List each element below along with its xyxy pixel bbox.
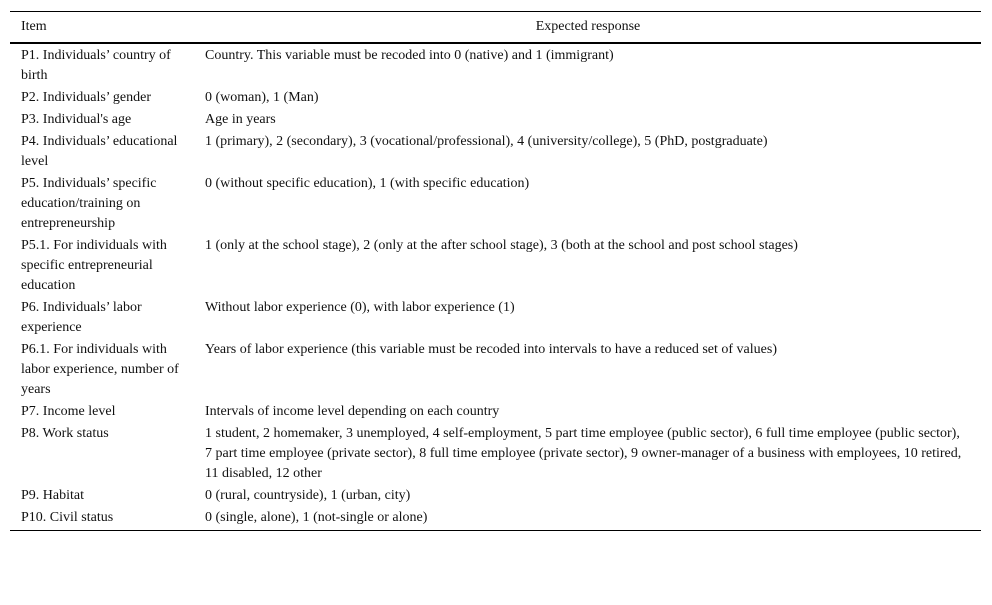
item-cell: P10. Civil status [10, 507, 195, 531]
table-row [10, 485, 981, 507]
table-row [10, 401, 981, 423]
item-cell: P3. Individual's age [21, 112, 132, 127]
response-cell: 1 student, 2 homemaker, 3 unemployed, 4 self-employment, 5 part time employee (public sector), 6 full time employee (public sector), 7 part time employee (private sector), 8 full time employee (private sector), 9 owner-manager of a business with employees, 10 retired, 11 disabled, 12 other [205, 426, 962, 481]
table-row [10, 423, 981, 485]
items-table [10, 11, 981, 531]
response-cell: Intervals of income level depending on each country [205, 404, 500, 419]
item-cell: P5.1. For individuals with specific entrepreneurial education [21, 238, 167, 293]
table-container [10, 11, 981, 531]
response-cell: Country. This variable must be recoded into 0 (native) and 1 (immigrant) [205, 48, 614, 63]
response-cell: 0 (without specific education), 1 (with specific education) [205, 176, 530, 191]
table-row [10, 131, 981, 173]
table-row [10, 109, 981, 131]
table-row [10, 339, 981, 401]
item-cell: P2. Individuals’ gender [21, 90, 151, 105]
table-row [10, 235, 981, 297]
response-cell: Years of labor experience (this variable must be recoded into intervals to have a reduced set of values) [205, 342, 777, 357]
item-cell: P1. Individuals’ country of birth [21, 48, 171, 83]
response-cell: Age in years [205, 112, 276, 127]
table-body [10, 43, 981, 531]
item-cell: P4. Individuals’ educational level [21, 134, 178, 169]
response-cell: Without labor experience (0), with labor experience (1) [205, 300, 515, 315]
item-cell: P5. Individuals’ specific education/training on entrepreneurship [21, 176, 157, 231]
item-cell: P6.1. For individuals with labor experience, number of years [21, 342, 179, 397]
response-cell: 1 (only at the school stage), 2 (only at the after school stage), 3 (both at the school and post school stages) [205, 238, 798, 253]
item-cell: P8. Work status [21, 426, 109, 441]
response-cell: 1 (primary), 2 (secondary), 3 (vocational/professional), 4 (university/college), 5 (PhD, postgraduate) [205, 134, 768, 149]
response-cell: 0 (single, alone), 1 (not-single or alone) [195, 507, 981, 531]
table-row [10, 173, 981, 235]
item-cell: P6. Individuals’ labor experience [21, 300, 142, 335]
column-header-item: Item [10, 12, 195, 44]
header-row [10, 12, 981, 44]
column-header-expected-response: Expected response [195, 12, 981, 44]
table-header [10, 12, 981, 44]
item-cell: P7. Income level [21, 404, 116, 419]
table-row [10, 43, 981, 87]
response-cell: 0 (woman), 1 (Man) [205, 90, 319, 105]
table-row [10, 297, 981, 339]
response-cell: 0 (rural, countryside), 1 (urban, city) [205, 488, 411, 503]
item-cell: P9. Habitat [21, 488, 84, 503]
table-row [10, 507, 981, 531]
table-row [10, 87, 981, 109]
